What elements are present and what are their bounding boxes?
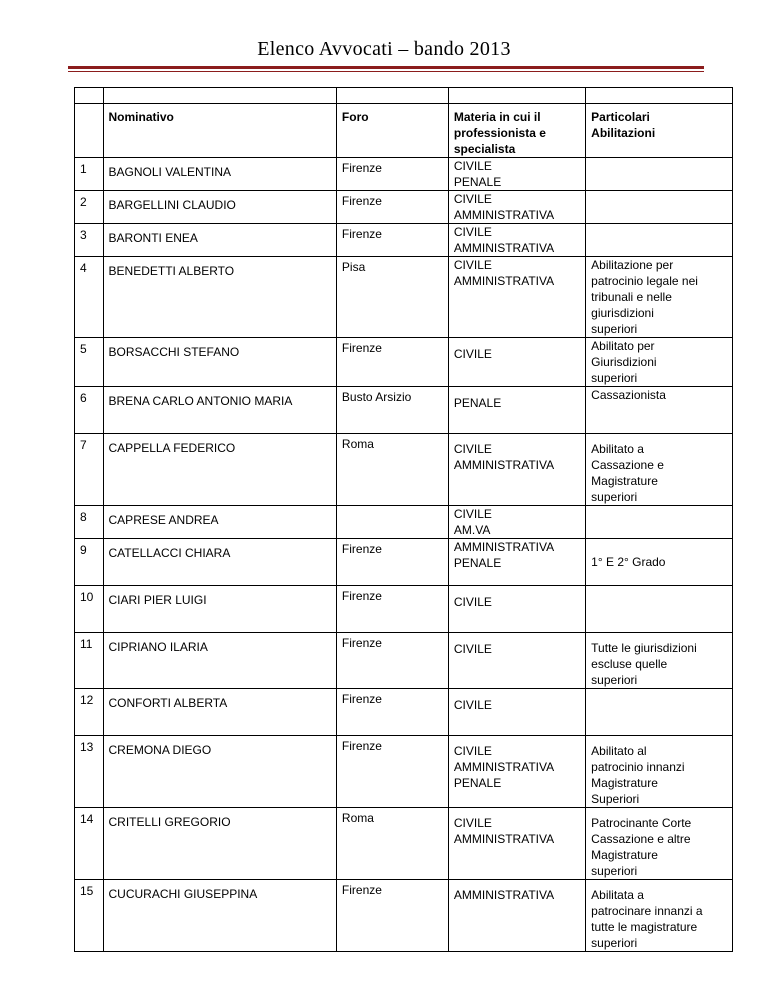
abilitazioni-cell-line: Magistrature xyxy=(591,776,658,790)
row-number: 13 xyxy=(75,736,104,808)
materia-cell-line: AMMINISTRATIVA xyxy=(453,888,555,902)
abilitazioni-cell-line: Abilitato al xyxy=(591,744,647,758)
header-materia-line: professionista e xyxy=(453,126,546,140)
foro-cell: Firenze xyxy=(336,633,448,689)
materia-cell-line: CIVILE xyxy=(453,642,492,656)
abilitazioni-cell-line: Abilitazione per xyxy=(591,258,674,272)
lawyer-name: BRENA CARLO ANTONIO MARIA xyxy=(103,387,336,434)
materia-cell xyxy=(448,880,585,952)
row-number: 11 xyxy=(75,633,104,689)
lawyer-name: CRITELLI GREGORIO xyxy=(103,808,336,880)
row-number: 15 xyxy=(75,880,104,952)
lawyer-name: BENEDETTI ALBERTO xyxy=(103,257,336,338)
header-num xyxy=(75,104,104,158)
materia-cell-line: CIVILE xyxy=(453,192,492,206)
header-rule-thick xyxy=(68,66,704,69)
materia-cell xyxy=(448,434,585,506)
abilitazioni-cell-line: 1° E 2° Grado xyxy=(591,555,666,569)
table-row xyxy=(75,506,733,539)
foro-cell: Firenze xyxy=(336,338,448,387)
foro-cell: Roma xyxy=(336,434,448,506)
header-foro: Foro xyxy=(336,104,448,158)
materia-cell-line: CIVILE xyxy=(453,595,492,609)
row-number: 9 xyxy=(75,539,104,586)
table-row xyxy=(75,387,733,434)
header-rule-thin xyxy=(68,71,704,72)
materia-cell-line: PENALE xyxy=(453,175,502,189)
table-row xyxy=(75,434,733,506)
materia-cell-line: CIVILE xyxy=(453,442,492,456)
abilitazioni-cell-line: Patrocinante Corte xyxy=(591,816,692,830)
materia-cell-line: CIVILE xyxy=(453,258,492,272)
abilitazioni-cell xyxy=(586,506,733,539)
materia-cell-line: AMMINISTRATIVA xyxy=(453,832,555,846)
materia-cell-line: PENALE xyxy=(453,556,502,570)
table-row xyxy=(75,539,733,586)
materia-cell-line: PENALE xyxy=(453,776,502,790)
materia-cell-line: AMMINISTRATIVA xyxy=(453,540,555,554)
foro-cell: Busto Arsizio xyxy=(336,387,448,434)
abilitazioni-cell-line: Abilitato a xyxy=(591,442,644,456)
lawyer-name: CATELLACCI CHIARA xyxy=(103,539,336,586)
table-row xyxy=(75,338,733,387)
abilitazioni-cell xyxy=(586,387,733,434)
table-row xyxy=(75,689,733,736)
materia-cell-line: AM.VA xyxy=(453,523,491,537)
lawyer-name: CUCURACHI GIUSEPPINA xyxy=(103,880,336,952)
abilitazioni-cell-line: patrocinio innanzi xyxy=(591,760,685,774)
page-title: Elenco Avvocati – bando 2013 xyxy=(257,38,511,60)
materia-cell xyxy=(448,224,585,257)
lawyer-name: CAPRESE ANDREA xyxy=(103,506,336,539)
foro-cell: Roma xyxy=(336,808,448,880)
blank-top-row xyxy=(75,88,733,104)
foro-cell: Firenze xyxy=(336,539,448,586)
row-number: 14 xyxy=(75,808,104,880)
materia-cell xyxy=(448,633,585,689)
materia-cell-line: CIVILE xyxy=(453,159,492,173)
header-materia-line: specialista xyxy=(453,142,516,156)
foro-cell xyxy=(336,506,448,539)
materia-cell xyxy=(448,586,585,633)
abilitazioni-cell xyxy=(586,191,733,224)
materia-cell-line: AMMINISTRATIVA xyxy=(453,458,555,472)
materia-cell-line: CIVILE xyxy=(453,816,492,830)
abilitazioni-cell xyxy=(586,224,733,257)
abilitazioni-cell-line: patrocinio legale nei xyxy=(591,274,698,288)
table-row xyxy=(75,880,733,952)
materia-cell-line: CIVILE xyxy=(453,744,492,758)
abilitazioni-cell xyxy=(586,880,733,952)
table-row xyxy=(75,158,733,191)
row-number: 3 xyxy=(75,224,104,257)
row-number: 7 xyxy=(75,434,104,506)
materia-cell xyxy=(448,736,585,808)
abilitazioni-cell-line: superiori xyxy=(591,322,638,336)
materia-cell xyxy=(448,506,585,539)
abilitazioni-cell-line: Cassazione e altre xyxy=(591,832,691,846)
materia-cell xyxy=(448,387,585,434)
materia-cell xyxy=(448,257,585,338)
abilitazioni-cell-line: Tutte le giurisdizioni xyxy=(591,641,697,655)
lawyer-name: CIARI PIER LUIGI xyxy=(103,586,336,633)
foro-cell: Firenze xyxy=(336,158,448,191)
abilitazioni-cell-line: Abilitata a xyxy=(591,888,644,902)
row-number: 4 xyxy=(75,257,104,338)
header-abil-line: Particolari xyxy=(591,110,650,124)
abilitazioni-cell xyxy=(586,586,733,633)
lawyer-name: BARGELLINI CLAUDIO xyxy=(103,191,336,224)
header-row xyxy=(75,104,733,158)
table-row xyxy=(75,257,733,338)
foro-cell: Firenze xyxy=(336,224,448,257)
table-row xyxy=(75,224,733,257)
row-number: 5 xyxy=(75,338,104,387)
abilitazioni-cell-line: Cassazione e xyxy=(591,458,664,472)
abilitazioni-cell-line: Cassazionista xyxy=(591,388,666,402)
header-nominativo: Nominativo xyxy=(103,104,336,158)
row-number: 10 xyxy=(75,586,104,633)
abilitazioni-cell-line: superiori xyxy=(591,371,638,385)
abilitazioni-cell-line: Magistrature xyxy=(591,474,658,488)
row-number: 1 xyxy=(75,158,104,191)
materia-cell-line: AMMINISTRATIVA xyxy=(453,241,555,255)
materia-cell xyxy=(448,689,585,736)
foro-cell: Firenze xyxy=(336,191,448,224)
abilitazioni-cell-line: superiori xyxy=(591,936,638,950)
abilitazioni-cell-line: patrocinare innanzi a xyxy=(591,904,703,918)
header-abil-line: Abilitazioni xyxy=(591,126,656,140)
abilitazioni-cell xyxy=(586,808,733,880)
lawyer-name: BARONTI ENEA xyxy=(103,224,336,257)
abilitazioni-cell-line: escluse quelle xyxy=(591,657,668,671)
materia-cell xyxy=(448,808,585,880)
row-number: 12 xyxy=(75,689,104,736)
header-abilitazioni xyxy=(586,104,733,158)
materia-cell-line: CIVILE xyxy=(453,347,492,361)
materia-cell-line: PENALE xyxy=(453,396,502,410)
foro-cell: Firenze xyxy=(336,586,448,633)
materia-cell-line: CIVILE xyxy=(453,225,492,239)
materia-cell-line: AMMINISTRATIVA xyxy=(453,760,555,774)
lawyers-table xyxy=(74,87,733,952)
table-row xyxy=(75,586,733,633)
materia-cell-line: CIVILE xyxy=(453,507,492,521)
abilitazioni-cell-line: Superiori xyxy=(591,792,640,806)
row-number: 6 xyxy=(75,387,104,434)
materia-cell xyxy=(448,539,585,586)
materia-cell-line: AMMINISTRATIVA xyxy=(453,274,555,288)
materia-cell xyxy=(448,158,585,191)
table-row xyxy=(75,633,733,689)
materia-cell-line: AMMINISTRATIVA xyxy=(453,208,555,222)
abilitazioni-cell-line: superiori xyxy=(591,864,638,878)
abilitazioni-cell xyxy=(586,539,733,586)
abilitazioni-cell-line: superiori xyxy=(591,673,638,687)
materia-cell xyxy=(448,191,585,224)
lawyer-name: CIPRIANO ILARIA xyxy=(103,633,336,689)
lawyer-name: CONFORTI ALBERTA xyxy=(103,689,336,736)
abilitazioni-cell-line: tutte le magistrature xyxy=(591,920,698,934)
abilitazioni-cell xyxy=(586,633,733,689)
lawyer-name: BORSACCHI STEFANO xyxy=(103,338,336,387)
table-row xyxy=(75,736,733,808)
table-row xyxy=(75,191,733,224)
table-row xyxy=(75,808,733,880)
abilitazioni-cell-line: Abilitato per xyxy=(591,339,655,353)
abilitazioni-cell-line: tribunali e nelle xyxy=(591,290,672,304)
header-materia-line: Materia in cui il xyxy=(453,110,541,124)
row-number: 2 xyxy=(75,191,104,224)
foro-cell: Firenze xyxy=(336,689,448,736)
abilitazioni-cell xyxy=(586,338,733,387)
abilitazioni-cell-line: Giurisdizioni xyxy=(591,355,657,369)
lawyer-name: BAGNOLI VALENTINA xyxy=(103,158,336,191)
foro-cell: Pisa xyxy=(336,257,448,338)
foro-cell: Firenze xyxy=(336,880,448,952)
abilitazioni-cell-line: giurisdizioni xyxy=(591,306,654,320)
header-materia xyxy=(448,104,585,158)
abilitazioni-cell-line: Magistrature xyxy=(591,848,658,862)
abilitazioni-cell xyxy=(586,689,733,736)
foro-cell: Firenze xyxy=(336,736,448,808)
abilitazioni-cell xyxy=(586,434,733,506)
abilitazioni-cell xyxy=(586,736,733,808)
lawyer-name: CREMONA DIEGO xyxy=(103,736,336,808)
abilitazioni-cell xyxy=(586,158,733,191)
materia-cell-line: CIVILE xyxy=(453,698,492,712)
lawyer-name: CAPPELLA FEDERICO xyxy=(103,434,336,506)
abilitazioni-cell xyxy=(586,257,733,338)
materia-cell xyxy=(448,338,585,387)
abilitazioni-cell-line: superiori xyxy=(591,490,638,504)
row-number: 8 xyxy=(75,506,104,539)
